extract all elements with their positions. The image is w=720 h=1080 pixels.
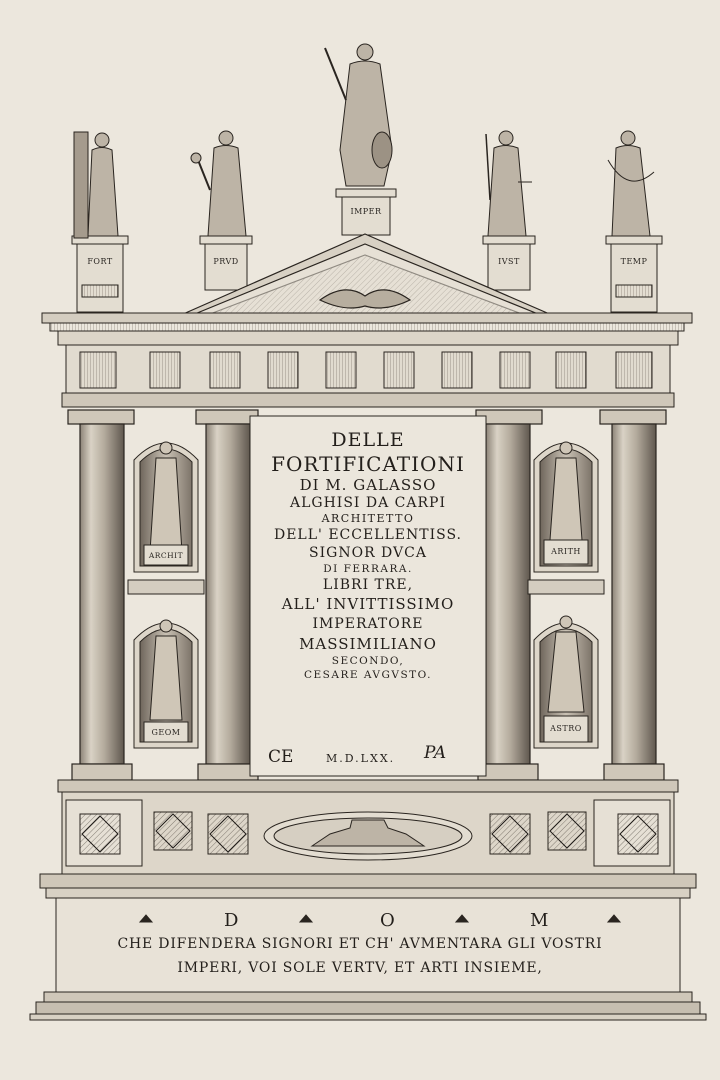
entablature	[42, 313, 692, 407]
plinth	[40, 780, 696, 898]
base-inscription-line-1: CHE DIFENDERA SIGNORI ET CH' AVMENTARA GLI VOSTRI	[117, 936, 603, 952]
niche-label-arith: ARITH	[551, 547, 581, 556]
statue-label-prud: PRVD	[213, 257, 239, 266]
title-line-1: DELLE	[331, 429, 405, 451]
statue-label-temp: TEMP	[620, 257, 648, 266]
title-line-3: DI M. GALASSO	[299, 476, 437, 494]
base-letter-m: M	[530, 910, 549, 931]
imprint-row	[260, 745, 480, 773]
title-line-5: ARCHITETTO	[321, 512, 415, 525]
niche-label-archit: ARCHIT	[148, 551, 184, 560]
base-letter-d: D	[224, 910, 239, 931]
publication-date: M.D.LXX.	[326, 752, 396, 765]
title-line-13: SECONDO,	[331, 655, 405, 667]
niche-label-geom: GEOM	[151, 728, 181, 737]
title-line-2: FORTIFICATIONI	[271, 452, 465, 476]
niche-label-astro: ASTRO	[550, 724, 582, 733]
monogram-right: PA	[424, 743, 447, 763]
title-line-7: SIGNOR DVCA	[309, 545, 427, 561]
title-line-4: ALGHISI DA CARPI	[290, 495, 446, 511]
title-line-12: MASSIMILIANO	[299, 635, 437, 653]
statue-label-iust: IVST	[498, 257, 520, 266]
statue-label-imper: IMPER	[350, 207, 382, 216]
title-line-9: LIBRI TRE,	[322, 577, 414, 593]
statue-label-fort: FORT	[87, 257, 113, 266]
base-block	[30, 898, 706, 1020]
title-line-8: DI FERRARA.	[323, 563, 413, 575]
title-line-10: ALL' INVITTISSIMO	[281, 595, 455, 613]
title-block	[252, 420, 484, 772]
title-line-6: DELL' ECCELLENTISS.	[273, 527, 463, 543]
base-letter-o: O	[380, 910, 395, 931]
title-line-11: IMPERATORE	[312, 616, 424, 632]
monogram-left: CE	[268, 747, 294, 767]
title-line-14: CESARE AVGVSTO.	[303, 669, 433, 681]
base-inscription-line-2: IMPERI, VOI SOLE VERTV, ET ARTI INSIEME,	[177, 960, 543, 976]
